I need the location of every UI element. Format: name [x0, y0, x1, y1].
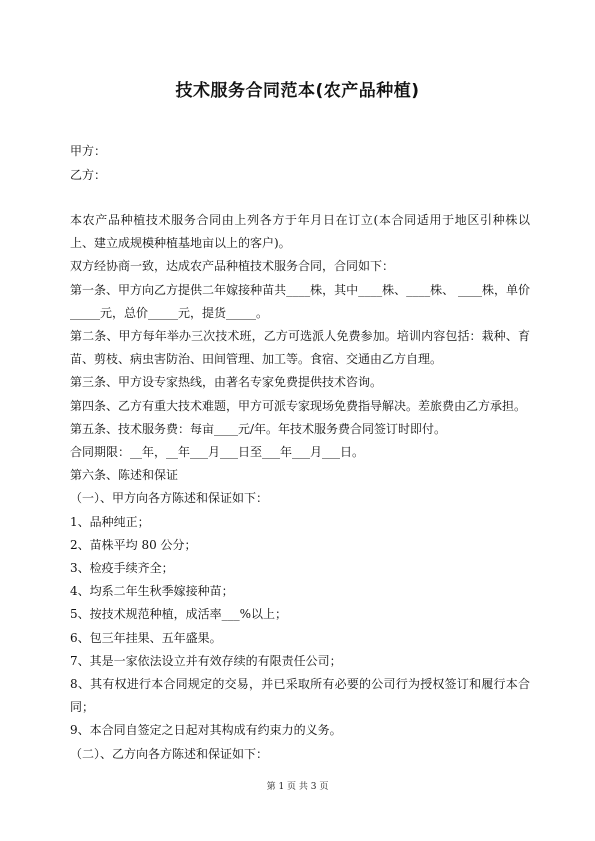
paragraph: 4、均系二年生秋季嫁接种苗；: [70, 584, 234, 599]
paragraph: 7、其是一家依法设立并有效存续的有限责任公司；: [70, 653, 342, 668]
paragraph: 3、检疫手续齐全；: [70, 561, 174, 576]
paragraph: 2、苗株平均 80 公分；: [70, 537, 197, 552]
paragraph: （二）、乙方向各方陈述和保证如下：: [70, 746, 269, 761]
page-footer: 第 1 页 共 3 页: [266, 782, 329, 792]
contract-body: [70, 209, 530, 766]
paragraph: 第六条、陈述和保证: [70, 468, 179, 483]
paragraph: 第一条、甲方向乙方提供二年嫁接种苗共____株，其中____株、____株、 ____株，单价_____元，总价_____元，提货_____。: [70, 282, 530, 320]
paragraph: 8、其有权进行本合同规定的交易，并已采取所有必要的公司行为授权签订和履行本合同；: [70, 677, 530, 715]
paragraph: 本农产品种植技术服务合同由上列各方于年月日在订立(本合同适用于地区引种株以上、建立成规模种植基地亩以上的客户)。: [70, 213, 530, 251]
paragraph: 第五条、技术服务费：每亩____元/年。年技术服务费合同签订时即付。: [70, 421, 447, 436]
paragraph: 第三条、甲方设专家热线，由著名专家免费提供技术咨询。: [70, 375, 383, 390]
party-a-label: 甲方：: [70, 144, 107, 158]
paragraph: 1、品种纯正；: [70, 514, 150, 529]
paragraph: 双方经协商一致，达成农产品种植技术服务合同，合同如下：: [70, 259, 395, 274]
party-b-label: 乙方：: [70, 168, 107, 182]
paragraph: 5、按技术规范种植，成活率___%以上；: [70, 607, 288, 622]
paragraph: 6、包三年挂果、五年盛果。: [70, 630, 222, 645]
paragraph: （一）、甲方向各方陈述和保证如下：: [70, 491, 269, 506]
paragraph: 合同期限：__年，__年___月___日至___年___月___日。: [70, 445, 365, 460]
paragraph: 第四条、乙方有重大技术难题，甲方可派专家现场免费指导解决。差旅费由乙方承担。: [70, 398, 527, 413]
document-title: 技术服务合同范本(农产品种植): [175, 81, 420, 101]
paragraph: 9、本合同自签定之日起对其构成有约束力的义务。: [70, 723, 342, 738]
paragraph: 第二条、甲方每年举办三次技术班，乙方可选派人免费参加。培训内容包括：栽种、育苗、剪枝、病虫害防治、田间管理、加工等。食宿、交通由乙方自理。: [70, 329, 530, 367]
